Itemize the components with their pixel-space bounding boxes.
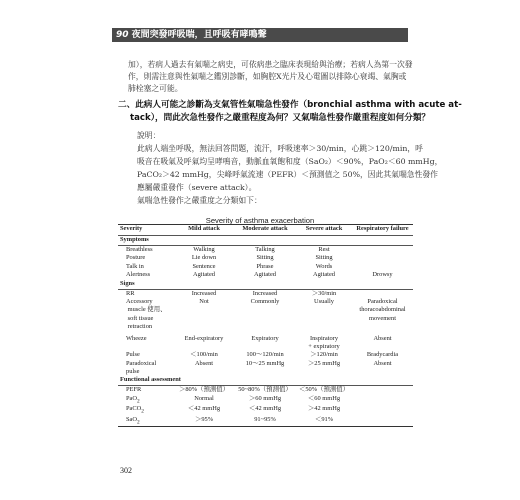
table-cell: Phrase [256,262,274,270]
section-label: Functional assessment [118,376,413,385]
row-label: PEFR [126,385,142,393]
table-cell: ＜60 mmHg [307,394,341,402]
table-cell: Commonly [250,298,280,306]
table-cell [352,385,413,394]
table-row [118,385,413,394]
table-cell: ＞42 mmHg [307,405,341,413]
table-cell: Talking [255,245,275,253]
explanation-line-3: PaCO₂＞42 mmHg，尖峰呼氣流速（PEFR）＜預測值之 50%，因此其氣喘急性發作 [137,170,438,179]
table-row [118,289,413,298]
section-label: Symptoms [118,236,413,246]
table-cell: Lie down [191,254,217,262]
table-cell: Absent [373,334,392,342]
table-cell: Usually [314,298,334,306]
column-header: Severity [118,225,174,236]
table-cell: Agitated [312,271,335,279]
table-cell: End-expiratory [184,334,224,342]
table-cell: ＞60 mmHg [248,394,282,402]
page-number: 302 [120,466,132,475]
table-cell: Expiratory [251,334,279,342]
table-cell: Words [315,262,333,270]
table-cell: 10～25 mmHg [245,359,285,367]
row-label: Breathless [126,245,153,253]
table-cell [352,395,413,405]
table-row [118,254,413,263]
severity-table [118,224,413,427]
table-cell [352,245,413,254]
explanation-line-1: 此病人端坐呼吸，無法回答問題，流汗，呼吸速率＞30/min，心跳＞120/min，呼 [137,144,423,153]
table-cell: Drowsy [372,271,393,279]
intro-line-2: 作，則需注意與性氣喘之鑑別診斷，如胸腔X光片及心電圖以排除心衰竭、氣胸或 [128,72,407,81]
table-cell: Bradycardia [366,351,399,359]
explanation-line-2: 吸音在吸氣及呼氣均呈哮鳴音，動脈血氧飽和度（SaO₂）＜90%，PaO₂＜60 mmHg， [137,157,443,166]
table-cell: Agitated [192,271,215,279]
table-cell [352,416,413,427]
table-cell: ＞120/min [310,351,338,359]
row-label: Posture [126,254,146,262]
table-cell: Increased [191,289,217,297]
table-cell: Absent [194,359,214,367]
table-cell: 100～120/min [246,351,284,359]
row-label: PaCO$_2$ [126,405,144,415]
table-cell: Sentence [192,262,216,270]
table-cell: Rest [318,245,330,253]
row-label: Wheeze [126,334,147,342]
section-row-symptoms [118,236,413,246]
question-title-line-2: tack），問此次急性發作之嚴重程度為何？又氣喘急性發作嚴重程度如何分類？ [130,113,431,123]
table-cell: Not [199,298,209,306]
table-cell: ＜42 mmHg [248,405,282,413]
row-label: Pulse [126,351,140,359]
table-caption: Severity of asthma exacerbation [205,216,315,225]
table-cell: ＞95% [174,416,234,427]
table-cell [352,289,413,298]
table-cell: ＜42 mmHg [187,405,221,413]
row-label: Paradoxical pulse [126,359,157,376]
column-header: Moderate attack [234,225,296,236]
table-row [118,351,413,360]
row-label: RR [126,289,135,297]
running-header [112,28,408,42]
section-label: Signs [118,280,413,289]
table-cell: ＞80%（預測值） [178,385,230,393]
intro-line-3: 肺栓塞之可能。 [128,84,183,93]
table-cell: ＞30/min [311,289,337,297]
column-header: Mild attack [174,225,234,236]
explanation-line-4: 應屬嚴重發作（severe attack）。 [137,183,257,192]
table-header-row [118,225,413,236]
table-row [118,271,413,280]
column-header: Severe attack [296,225,352,236]
table-cell [352,263,413,272]
row-label: SaO$_2$ [118,416,174,427]
table-cell: Sitting [256,254,274,262]
table-cell: Walking [193,245,215,253]
question-title-line-1: 二、此病人可能之診斷為支氣管性氣喘急性發作（bronchial asthma with acute at- [118,100,462,110]
header-title: 90 夜間突發呼吸喘，且呼吸有哮鳴聲 [116,30,267,40]
column-header: Respiratory failure [352,225,413,236]
explanation-label: 說明： [137,131,161,140]
table-cell: Normal [194,394,214,402]
row-label: Accessory muscle 使用、 soft tissue retraction [126,298,167,330]
table-row [118,360,413,376]
table-cell: Paradoxical thoracoabdominal movement [359,298,406,322]
table-row [118,395,413,405]
row-label: Alertness [126,271,151,279]
table-cell: ＞25 mmHg [307,359,341,367]
table-cell: ＜50%（預測值） [298,385,350,393]
table-cell: ＜91% [296,416,352,427]
table-row [118,298,413,331]
table-cell: 50~80%（預測值） [238,385,292,393]
intro-line-1: 加），若病人過去有氣喘之病史，可依病患之臨床表現給與治療；若病人為第一次發 [128,60,413,69]
table-cell: Increased [252,289,278,297]
table-cell: Sitting [315,254,333,262]
table-row [118,245,413,254]
table-row [118,416,413,427]
explanation-line-5: 氣喘急性發作之嚴重度之分類如下： [137,196,262,205]
table-cell: 91~95% [234,416,296,427]
table-row [118,331,413,351]
table-cell: Agitated [253,271,276,279]
table-cell: Absent [373,359,392,367]
row-label: Talk in [126,262,144,270]
section-row-functional [118,376,413,385]
table-cell: ＜100/min [190,351,218,359]
table-row [118,405,413,415]
table-cell [352,254,413,263]
table-row [118,263,413,272]
section-row-signs [118,280,413,289]
row-label: PaO$_2$ [126,394,140,404]
table-cell [352,405,413,415]
table-cell: Inspiratory + expiratory [308,334,340,351]
